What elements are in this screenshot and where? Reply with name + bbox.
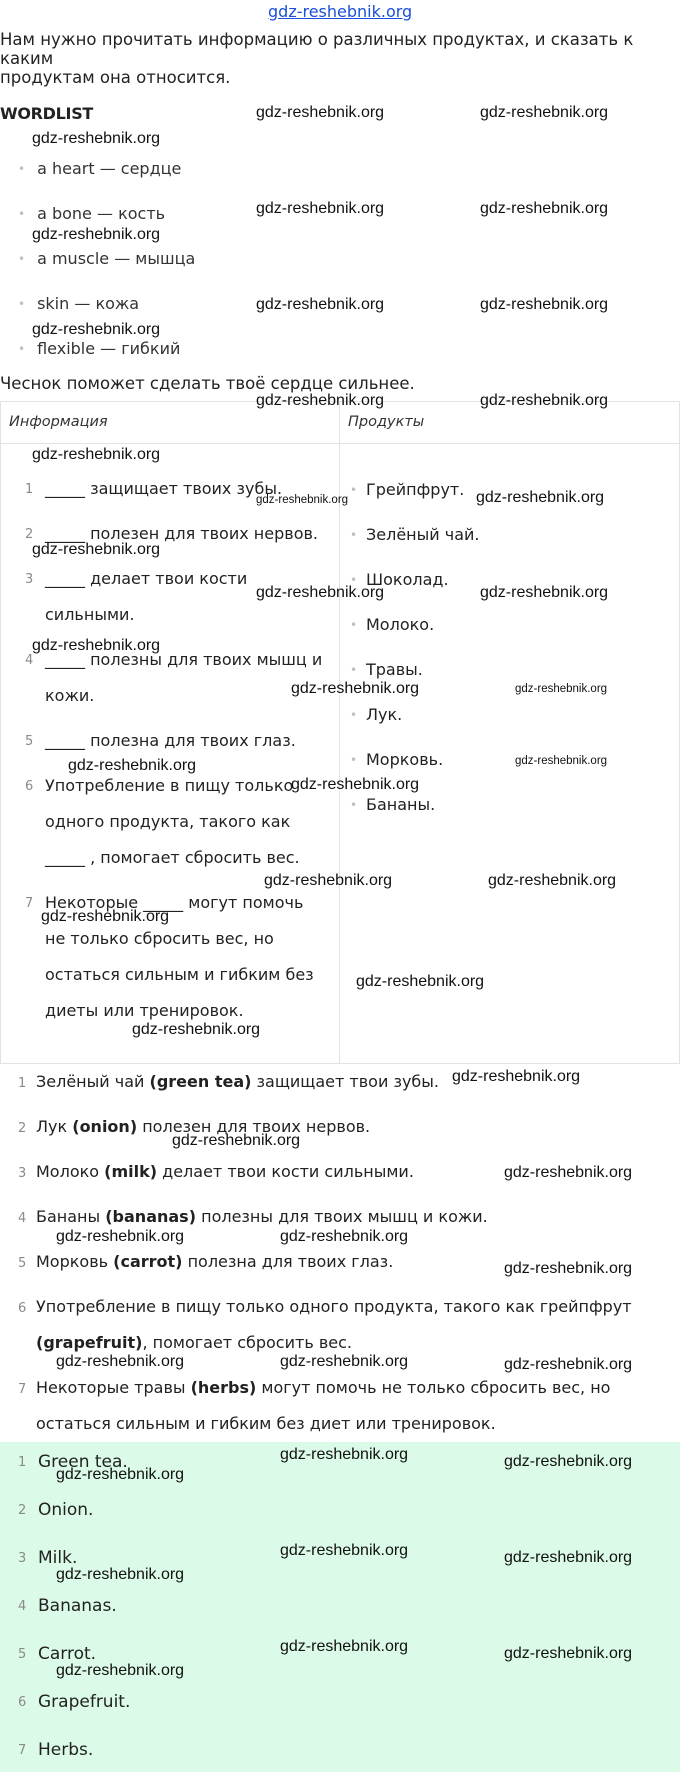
answer-number: 2 <box>18 1121 27 1136</box>
watermark: gdz-reshebnik.org <box>56 1466 185 1483</box>
row-number: 7 <box>25 896 34 911</box>
row-number: 6 <box>25 779 34 794</box>
product-item: • Шоколад. <box>366 570 449 589</box>
answer-en: Bananas. <box>38 1596 117 1616</box>
watermark: gdz-reshebnik.org <box>256 104 385 121</box>
watermark: gdz-reshebnik.org <box>515 683 608 695</box>
answer-ru: Молоко (milk) делает твои кости сильными. <box>36 1162 414 1181</box>
info-row: _____ защищает твоих зубы. <box>45 479 283 498</box>
answer-ru: Морковь (carrot) полезна для твоих глаз. <box>36 1252 394 1271</box>
column-header-products: Продукты <box>348 414 425 430</box>
info-row: _____ делает твои кости сильными. <box>45 569 248 624</box>
watermark: gdz-reshebnik.org <box>291 680 420 697</box>
watermark: gdz-reshebnik.org <box>452 1068 581 1085</box>
watermark: gdz-reshebnik.org <box>264 872 393 889</box>
product-item: • Зелёный чай. <box>366 525 480 544</box>
answer-number: 4 <box>18 1599 27 1614</box>
watermark: gdz-reshebnik.org <box>515 755 608 767</box>
answer-en: Grapefruit. <box>38 1692 131 1712</box>
watermark: gdz-reshebnik.org <box>256 200 385 217</box>
answer-number: 1 <box>18 1455 27 1470</box>
answer-number: 6 <box>18 1301 27 1316</box>
watermark: gdz-reshebnik.org <box>504 1549 633 1566</box>
product-item: • Травы. <box>366 660 423 679</box>
info-row: _____ полезны для твоих мышц и кожи. <box>45 650 323 705</box>
watermark: gdz-reshebnik.org <box>280 1542 409 1559</box>
watermark: gdz-reshebnik.org <box>480 584 609 601</box>
watermark: gdz-reshebnik.org <box>32 446 161 463</box>
watermark: gdz-reshebnik.org <box>32 130 161 147</box>
answer-number: 1 <box>18 1076 27 1091</box>
watermark: gdz-reshebnik.org <box>504 1260 633 1277</box>
answer-number: 4 <box>18 1211 27 1226</box>
answer-number: 3 <box>18 1166 27 1181</box>
watermark: gdz-reshebnik.org <box>480 104 609 121</box>
watermark: gdz-reshebnik.org <box>504 1645 633 1662</box>
watermark: gdz-reshebnik.org <box>56 1353 185 1370</box>
product-item: • Бананы. <box>366 795 435 814</box>
row-number: 5 <box>25 734 34 749</box>
row-number: 3 <box>25 572 34 587</box>
watermark: gdz-reshebnik.org <box>280 1446 409 1463</box>
watermark: gdz-reshebnik.org <box>488 872 617 889</box>
row-number: 1 <box>25 482 34 497</box>
watermark: gdz-reshebnik.org <box>256 296 385 313</box>
answer-number: 3 <box>18 1551 27 1566</box>
answer-ru: Употребление в пищу только одного продукта, такого как грейпфрут (grapefruit), помогает сбросить вес. <box>36 1297 632 1352</box>
answer-ru: Лук (onion) полезен для твоих нервов. <box>36 1117 371 1136</box>
watermark: gdz-reshebnik.org <box>476 489 605 506</box>
watermark: gdz-reshebnik.org <box>504 1356 633 1373</box>
answer-number: 6 <box>18 1695 27 1710</box>
answer-number: 5 <box>18 1647 27 1662</box>
watermark: gdz-reshebnik.org <box>68 757 197 774</box>
product-item: • Лук. <box>366 705 402 724</box>
row-number: 2 <box>25 527 34 542</box>
watermark: gdz-reshebnik.org <box>480 392 609 409</box>
info-row: _____ полезна для твоих глаз. <box>45 731 296 750</box>
watermark: gdz-reshebnik.org <box>56 1228 185 1245</box>
watermark: gdz-reshebnik.org <box>256 392 385 409</box>
wordlist-item: • flexible — гибкий <box>18 339 180 358</box>
info-row: Употребление в пищу только одного продукта, такого как _____ , помогает сбросить вес. <box>45 776 300 867</box>
product-item: • Молоко. <box>366 615 434 634</box>
watermark: gdz-reshebnik.org <box>32 637 161 654</box>
watermark: gdz-reshebnik.org <box>480 296 609 313</box>
wordlist-item: • skin — кожа <box>18 294 139 313</box>
watermark: gdz-reshebnik.org <box>280 1638 409 1655</box>
watermark: gdz-reshebnik.org <box>504 1453 633 1470</box>
info-row: Некоторые _____ могут помочь не только сбросить вес, но остаться сильным и гибким без диеты или тренировок. <box>45 893 314 1020</box>
site-link[interactable]: gdz-reshebnik.org <box>268 2 413 21</box>
watermark: gdz-reshebnik.org <box>280 1353 409 1370</box>
answer-en: Onion. <box>38 1500 94 1520</box>
answer-number: 7 <box>18 1382 27 1397</box>
hint-text: Чеснок поможет сделать твоё сердце сильнее. <box>0 374 415 393</box>
watermark: gdz-reshebnik.org <box>280 1228 409 1245</box>
answer-en: Milk. <box>38 1548 78 1568</box>
answer-number: 5 <box>18 1256 27 1271</box>
watermark: gdz-reshebnik.org <box>172 1132 301 1149</box>
watermark: gdz-reshebnik.org <box>32 321 161 338</box>
watermark: gdz-reshebnik.org <box>256 494 349 506</box>
answer-en: Herbs. <box>38 1740 94 1760</box>
table-header-divider <box>0 443 680 444</box>
intro-line-1: Нам нужно прочитать информацию о различных продуктах, и сказать к каким <box>0 30 634 68</box>
column-header-info: Информация <box>9 414 108 430</box>
watermark: gdz-reshebnik.org <box>256 584 385 601</box>
wordlist-heading: WORDLIST <box>0 104 94 123</box>
intro-line-2: продуктам она относится. <box>0 68 231 87</box>
watermark: gdz-reshebnik.org <box>504 1164 633 1181</box>
watermark: gdz-reshebnik.org <box>32 541 161 558</box>
answer-number: 2 <box>18 1503 27 1518</box>
watermark: gdz-reshebnik.org <box>56 1662 185 1679</box>
watermark: gdz-reshebnik.org <box>356 973 485 990</box>
watermark: gdz-reshebnik.org <box>132 1021 261 1038</box>
info-row: _____ полезен для твоих нервов. <box>45 524 318 543</box>
watermark: gdz-reshebnik.org <box>32 226 161 243</box>
wordlist-item: • a heart — сердце <box>18 159 181 178</box>
product-item: • Морковь. <box>366 750 443 769</box>
watermark: gdz-reshebnik.org <box>56 1566 185 1583</box>
answer-ru: Бананы (bananas) полезны для твоих мышц и кожи. <box>36 1207 488 1226</box>
watermark: gdz-reshebnik.org <box>41 908 170 925</box>
answer-ru: Некоторые травы (herbs) могут помочь не только сбросить вес, но остаться сильным и гибким без диет или тренировок. <box>36 1378 611 1433</box>
wordlist-item: • a bone — кость <box>18 204 165 223</box>
product-item: • Грейпфрут. <box>366 480 464 499</box>
wordlist-item: • a muscle — мышца <box>18 249 195 268</box>
answer-en: Carrot. <box>38 1644 97 1664</box>
answer-en: Green tea. <box>38 1452 128 1472</box>
answer-number: 7 <box>18 1743 27 1758</box>
watermark: gdz-reshebnik.org <box>480 200 609 217</box>
row-number: 4 <box>25 653 34 668</box>
answer-ru: Зелёный чай (green tea) защищает твои зубы. <box>36 1072 440 1091</box>
watermark: gdz-reshebnik.org <box>291 776 420 793</box>
